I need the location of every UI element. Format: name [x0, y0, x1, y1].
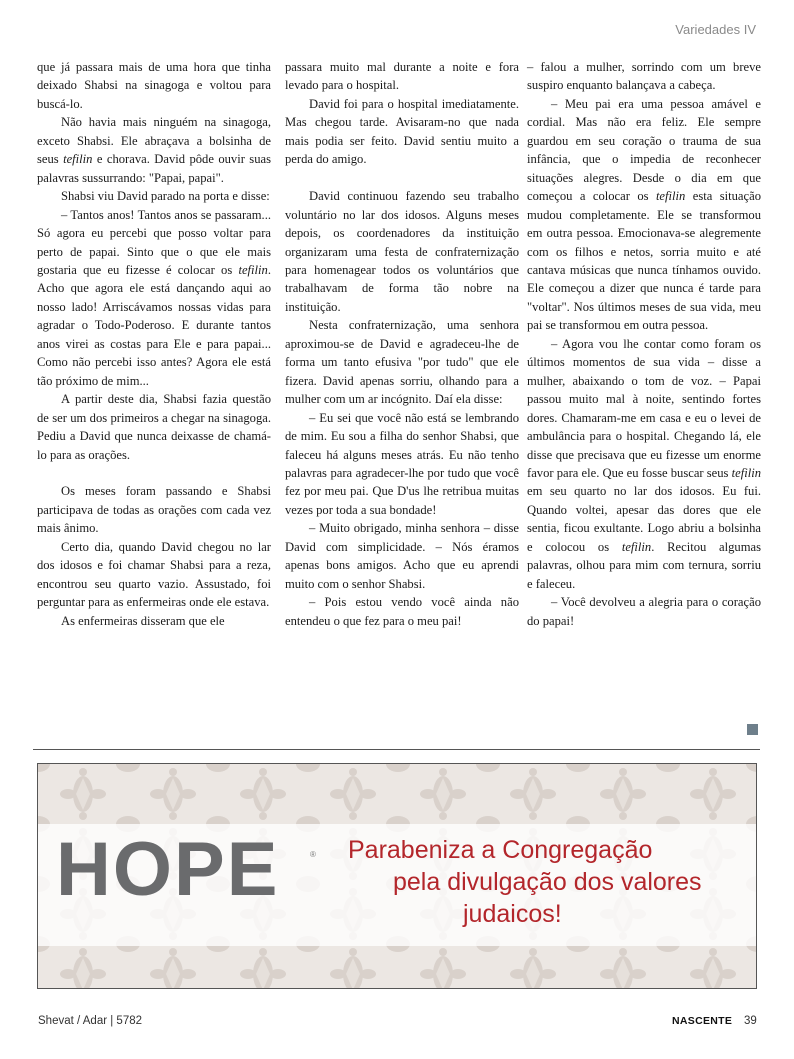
ad-line-1: Parabeniza a Congregação — [348, 836, 653, 864]
article-paragraph: – falou a mulher, sorrindo com um breve suspiro enquanto balançava a cabeça. — [527, 60, 761, 93]
article-end-marker — [747, 724, 758, 735]
article-paragraph: que já passara mais de uma hora que tinha deixado Shabsi na sinagoga e voltou para buscá-lo. — [37, 60, 271, 111]
page-number: 39 — [744, 1015, 757, 1027]
article-paragraph: David continuou fazendo seu trabalho voluntário no lar dos idosos. Alguns meses depois, os coordenadores da instituição organizaram uma festa de confraternização para homenagear todos os voluntários que trabalhavam de forma tão nobre na instituição. — [285, 189, 519, 314]
article-column-1 — [37, 58, 271, 630]
advertisement-box — [37, 763, 757, 989]
article-paragraph: Não havia mais ninguém na sinagoga, exceto Shabsi. Ele abraçava a bolsinha de seus tefilin e chorava. David pôde ouvir suas palavras sussurrando: "Papai, papai". — [37, 115, 271, 185]
ad-line-3: judaicos! — [463, 900, 562, 928]
article-paragraph: passara muito mal durante a noite e fora levado para o hospital. — [285, 60, 519, 93]
article-paragraph: Os meses foram passando e Shabsi participava de todas as orações com cada vez mais ânimo. — [37, 484, 271, 536]
article-paragraph: – Muito obrigado, minha senhora – disse David com simplicidade. – Nós éramos apenas bons amigos. Acho que eu aprendi muito com o senhor Shabsi. — [285, 521, 519, 591]
article-paragraph: As enfermeiras disseram que ele — [61, 613, 225, 628]
article-paragraph: Certo dia, quando David chegou no lar dos idosos e foi chamar Shabsi para a reza, encontrou seu quarto vazio. Assustado, foi perguntar para as enfermeiras onde ele estava. — [37, 539, 271, 610]
article-paragraph: Nesta confraternização, uma senhora aproximou-se de David e agradeceu-lhe de forma um tanto efusiva "por tudo" que ele fizera. David apenas sorriu, olhando para a mulher com um ar incógnito. Daí ela disse: — [285, 318, 519, 407]
divider-rule — [33, 749, 760, 750]
article-paragraph: – Você devolveu a alegria para o coração do papai! — [527, 595, 761, 628]
issue-label: Shevat / Adar | 5782 — [38, 1015, 143, 1027]
article-column-3 — [527, 58, 761, 630]
article-paragraph: – Pois estou vendo você ainda não entendeu o que fez para o meu pai! — [285, 595, 519, 628]
article-paragraph: David foi para o hospital imediatamente. Mas chegou tarde. Avisaram-no que nada mais podia ser feito. David sentiu muito a perda do amigo. — [285, 96, 519, 167]
section-title: Variedades IV — [675, 22, 756, 37]
registered-mark: ® — [310, 850, 316, 859]
hope-logo: HOPE — [56, 827, 280, 912]
ad-line-2: pela divulgação dos valores — [393, 868, 702, 896]
article-paragraph: Shabsi viu David parado na porta e disse: — [61, 189, 270, 204]
article-paragraph: – Tantos anos! Tantos anos se passaram... Só agora eu percebi que posso voltar para perto de papai. Sinto que o que ele mais gostaria que eu fizesse é colocar os tefilin. Acho que agora ele está dançando aqui ao nosso lado! Arriscávamos nossas vidas para agradar o Todo-Poderoso. E durante tantos anos virei as costas para Ele e para papai... Como não percebi isso antes? Agora ele está tão próximo de mim... — [37, 207, 271, 388]
article-paragraph: A partir deste dia, Shabsi fazia questão de ser um dos primeiros a chegar na sinagoga. Pediu a David que nunca deixasse de chamá-lo para as orações. — [37, 392, 271, 462]
article-column-2 — [285, 58, 519, 630]
magazine-logo: NASCENTE — [672, 1015, 733, 1027]
article-paragraph: – Eu sei que você não está se lembrando de mim. Eu sou a filha do senhor Shabsi, que faleceu há alguns meses atrás. Eu não tenho palavras para agradecer-lhe por tudo que você fez por meu pai. Que D'us lhe retribua muitas vezes por toda a sua bondade! — [285, 410, 519, 517]
article-paragraph: – Meu pai era uma pessoa amável e cordial. Mas não era feliz. Ele sempre guardou em seu coração o trauma de sua infância, que o impedia de reconhecer situações alegres. Desde o dia em que começou a colocar os tefilin esta situação mudou completamente. Ele se transformou em outra pessoa. Emocionava-se alegremente com os filhos e netos, sorria muito e até cantava músicas que nunca tínhamos ouvido. Ele começou a dizer que nunca é tarde para "voltar". Nos últimos meses de sua vida, meu pai se transformou em outra pessoa. — [527, 96, 761, 333]
article-paragraph: – Agora vou lhe contar como foram os últimos momentos de sua vida – disse a mulher, abaixando o tom de voz. – Papai passou muito mal à noite, sentindo fortes dores. Chamaram-me em casa e eu o levei de ambulância para o hospital. Chegando lá, ele disse que precisava que eu fizesse um enorme favor para ele. Que eu fosse buscar seus tefilin em seu quarto no lar dos idosos. Eu fui. Quando voltei, apesar das dores que ele sentia, ficou exultante. Logo abriu a bolsinha e colocou os tefilin. Recitou algumas palavras, olhou para mim com ternura, sorriu e faleceu. — [527, 336, 761, 591]
